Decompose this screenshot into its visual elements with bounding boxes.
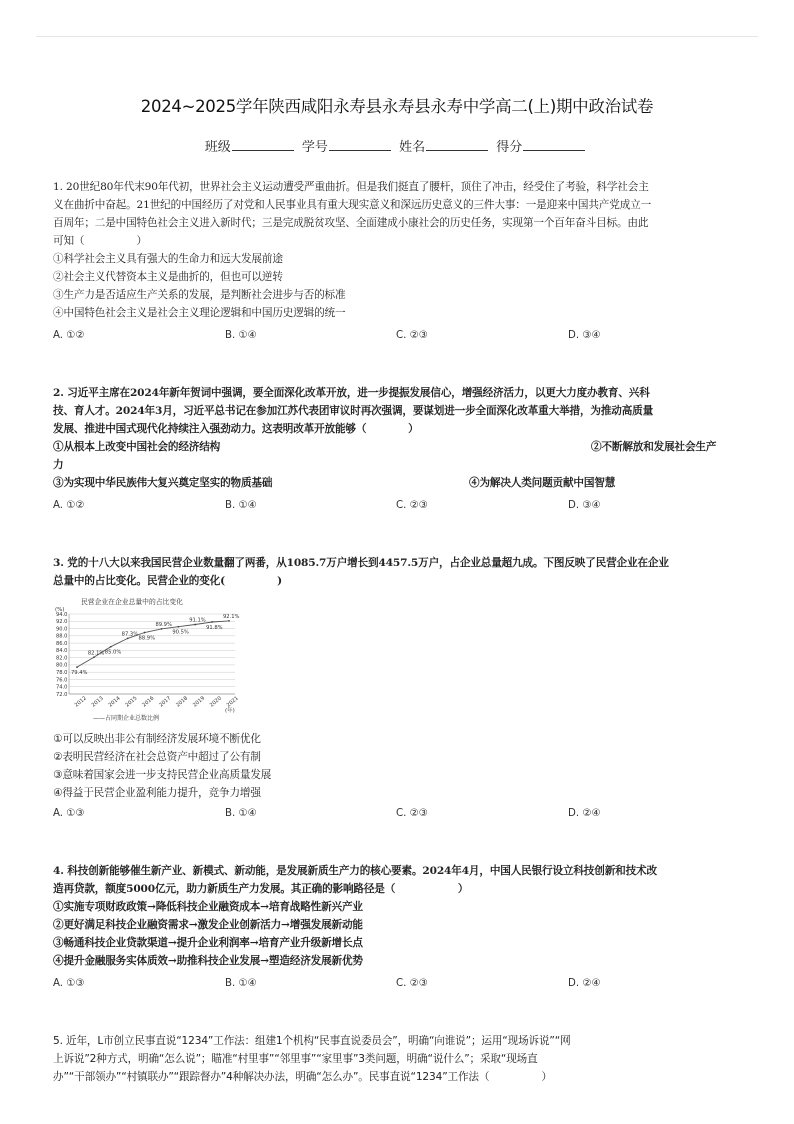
q5-stem-line: 上诉说”2种方式，明确“怎么说”；瞄准“村里事”“邻里事”“家里事”3类问题，明确“说什么”；采取“现场直 [53,1053,538,1065]
chart-y-tick-label: 76.0 [55,677,68,684]
chart-data-label: 91.8% [206,625,223,631]
chart-data-point [177,626,179,628]
question-4 [53,862,743,970]
q3-item: ②表明民营经济在社会总资产中超过了公有制 [53,751,261,763]
q2-option-c[interactable]: C. ②③ [396,500,428,511]
student-info-line [0,136,794,155]
chart-x-tick-label: 2021 [225,695,240,709]
chart-data-point [127,637,129,639]
chart-y-unit: (%) [55,607,65,613]
chart-y-tick-label: 84.0 [55,648,68,655]
chart-y-tick-label: 80.0 [55,662,68,669]
q2-stem-line: 技、育人才。2024年3月，习近平总书记在参加江苏代表团审议时再次强调，要谋划进一步全面深化改革重大举措，为推动高质量 [53,405,654,417]
q4-option-c[interactable]: C. ②③ [396,978,428,989]
q3-option-c[interactable]: C. ②③ [396,808,428,819]
chart-data-label: 89.9% [155,621,172,628]
q1-option-c[interactable]: C. ②③ [396,330,428,341]
q1-stem-line: 百周年；二是中国特色社会主义进入新时代；三是完成脱贫攻坚、全面建成小康社会的历史任务，实现第一个百年奋斗目标。由此 [53,217,649,229]
class-blank [232,138,294,151]
score-blank [523,138,585,151]
q5-stem-line: 办”“干部领办”“村镇联办”“跟踪督办”4种解决办法，明确“怎么办”。民事直说“1234”工作法（ ） [53,1071,552,1083]
question-1 [53,178,743,322]
id-blank [329,138,391,151]
chart-data-point [194,624,196,626]
chart-data-label: 91.1% [189,617,206,624]
q4-option-d[interactable]: D. ②④ [568,978,601,989]
q4-item: ③畅通科技企业贷款渠道→提升企业利润率→培育产业升级新增长点 [53,937,363,949]
q2-item-2: ②不断解放和发展社会生产 [591,441,717,453]
chart-data-point [110,646,112,648]
chart-title: 民营企业在企业总量中的占比变化 [81,598,183,606]
q3-stem-line: 3. 党的十八大以来我国民营企业数量翻了两番，从1085.7万户增长到4457.5万户，占企业总量超九成。下图反映了民营企业在企业 [53,557,669,569]
id-label: 学号 [301,140,328,155]
q2-item-row [53,474,743,492]
chart-data-point [76,666,78,668]
chart-x-tick-label: 2017 [158,695,173,709]
chart-data-point [211,621,213,623]
q2-item-row [53,438,743,456]
q4-stem-line: 造再贷款，额度5000亿元，助力新质生产力发展。其正确的影响路径是（ ） [53,883,469,895]
q1-item: ③生产力是否适应生产关系的发展，是判断社会进步与否的标准 [53,289,346,301]
q3-option-a[interactable]: A. ①③ [53,808,85,819]
chart-y-tick-label: 78.0 [55,669,68,676]
chart-x-tick-label: 2012 [73,695,88,709]
chart-data-label: 79.4% [71,670,88,677]
chart-x-unit: (年) [225,708,235,714]
q2-stem-line: 2. 习近平主席在2024年新年贺词中强调，要全面深化改革开放，进一步提振发展信心，增强经济活力，以更大力度办教育、兴科 [53,387,650,399]
q1-item: ②社会主义代替资本主义是曲折的，但也可以逆转 [53,271,283,283]
q1-stem-line: 1. 20世纪80年代末90年代初，世界社会主义运动遭受严重曲折。但是我们挺直了腰杆，顶住了冲击，经受住了考验，科学社会主 [53,181,649,193]
q4-item: ④提升金融服务实体质效→助推科技企业发展→塑造经济发展新优势 [53,955,363,967]
chart-legend: ——占同期企业总数比例 [93,715,160,722]
q1-item: ①科学社会主义具有强大的生命力和远大发展前途 [53,253,283,265]
chart-x-tick-label: 2013 [90,695,105,709]
chart-y-tick-label: 90.0 [55,626,68,633]
q2-options [53,500,743,518]
chart-x-tick-label: 2015 [124,695,139,709]
q2-option-d[interactable]: D. ③④ [568,500,601,511]
q2-item-4: ④为解决人类问题贡献中国智慧 [469,477,616,489]
chart-data-label: 92.1% [223,613,240,620]
q1-stem-line: 可知（ ） [53,235,147,247]
private-enterprise-share-chart [53,592,243,724]
q2-option-a[interactable]: A. ①② [53,500,85,511]
q4-stem-line: 4. 科技创新能够催生新产业、新模式、新动能，是发展新质生产力的核心要素。2024年4月，中国人民银行设立科技创新和技术改 [53,865,657,877]
chart-data-point [93,656,95,658]
name-blank [426,138,488,151]
q3-item: ①可以反映出非公有制经济发展环境不断优化 [53,733,261,745]
chart-data-point [144,632,146,634]
q5-stem-line: 5. 近年，L市创立民事直说“1234”工作法：组建1个机构“民事直说委员会”，明确“向谁说”；运用“现场诉说”“网 [53,1035,571,1047]
score-label: 得分 [496,140,523,155]
chart-y-tick-label: 86.0 [55,640,68,647]
chart-y-tick-label: 88.0 [55,633,68,640]
chart-data-label: 88.9% [138,635,156,642]
q3-option-b[interactable]: B. ①④ [225,808,257,819]
question-3 [53,554,743,590]
q1-options [53,330,743,348]
q1-option-d[interactable]: D. ③④ [568,330,601,341]
chart-x-tick-label: 2019 [192,695,207,709]
q3-option-d[interactable]: D. ②④ [568,808,601,819]
q4-item: ②更好满足科技企业融资需求→激发企业创新活力→增强发展新动能 [53,919,363,931]
q3-stem-line: 总量中的占比变化。民营企业的变化( ) [53,575,283,587]
name-label: 姓名 [399,140,426,155]
q4-option-a[interactable]: A. ①③ [53,978,85,989]
q3-item: ④得益于民营企业盈利能力提升，竞争力增强 [53,787,261,799]
q3-items [53,730,743,802]
chart-y-tick-label: 92.0 [55,619,68,626]
chart-y-tick-label: 74.0 [55,684,68,691]
q2-item-2-cont: 力 [53,459,64,471]
q2-item-1: ①从根本上改变中国社会的经济结构 [53,441,221,453]
q3-options [53,808,743,826]
q1-option-a[interactable]: A. ①② [53,330,85,341]
q4-item: ①实施专项财政政策→降低科技企业融资成本→培育战略性新兴产业 [53,901,363,913]
chart-data-point [228,620,230,622]
q1-item: ④中国特色社会主义是社会主义理论逻辑和中国历史逻辑的统一 [53,307,346,319]
q2-stem-line: 发展、推进中国式现代化持续注入强劲动力。这表明改革开放能够（ ） [53,423,419,435]
q4-option-b[interactable]: B. ①④ [225,978,257,989]
chart-y-tick-label: 82.0 [55,655,68,662]
chart-data-point [161,628,163,630]
question-5 [53,1032,743,1086]
chart-data-label: 85.0% [104,649,122,656]
page-top-rule [36,36,758,37]
chart-y-tick-label: 94.0 [55,611,68,618]
question-2 [53,384,743,492]
q1-option-b[interactable]: B. ①④ [225,330,257,341]
chart-x-tick-label: 2020 [208,695,223,709]
class-label: 班级 [204,140,231,155]
q1-stem-line: 义在曲折中奋起。21世纪的中国经历了对党和人民事业具有重大现实意义和深远历史意义的三件大事：一是迎来中国共产党成立一 [53,199,652,211]
chart-x-tick-label: 2016 [141,695,156,709]
q4-options [53,978,743,996]
q2-option-b[interactable]: B. ①④ [225,500,257,511]
page-title: 2024~2025学年陕西咸阳永寿县永寿县永寿中学高二(上)期中政治试卷 [140,97,654,116]
chart-data-label: 87.3% [121,631,139,638]
chart-data-label: 90.5% [172,629,189,636]
q3-item: ③意味着国家会进一步支持民营企业高质量发展 [53,769,272,781]
q2-item-3: ③为实现中华民族伟大复兴奠定坚实的物质基础 [53,477,273,489]
chart-x-tick-label: 2014 [107,695,122,709]
chart-x-tick-label: 2018 [175,695,190,709]
chart-data-label: 82.1% [87,650,105,657]
chart-y-tick-label: 72.0 [55,691,68,698]
